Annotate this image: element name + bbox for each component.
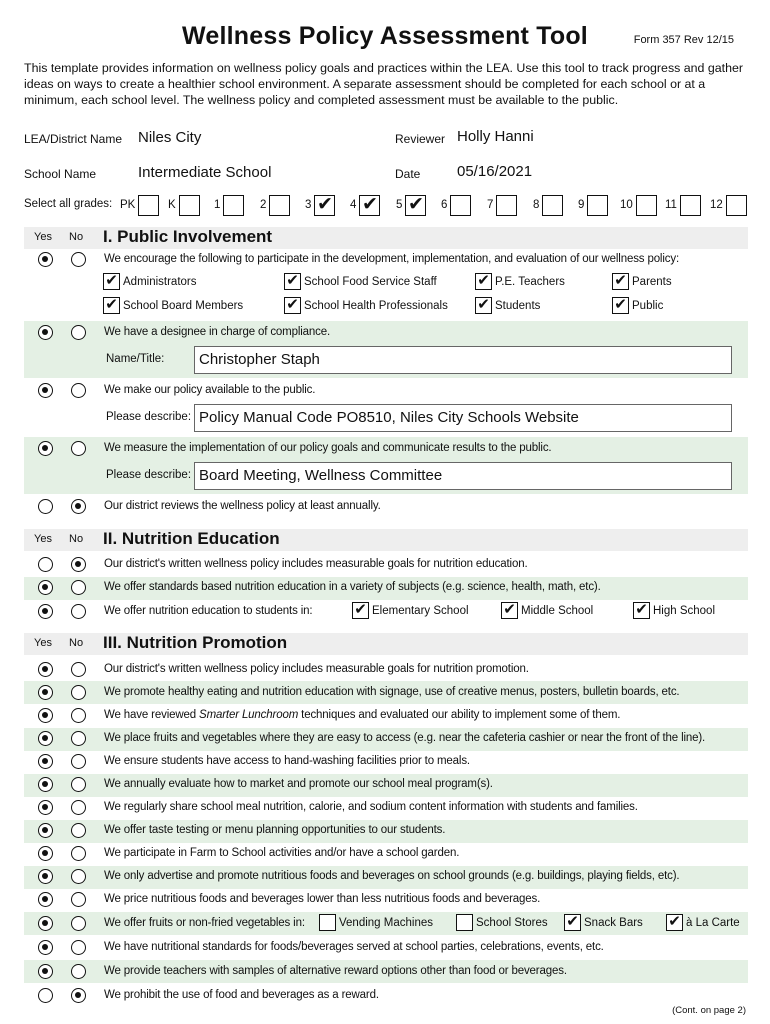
question-row bbox=[24, 985, 748, 1007]
grade-checkbox[interactable] bbox=[405, 192, 426, 216]
option-label: School Food Service Staff bbox=[304, 275, 437, 288]
date-field[interactable]: 05/16/2021 bbox=[457, 163, 533, 180]
no-radio[interactable] bbox=[71, 846, 86, 861]
option-label: Middle School bbox=[521, 604, 594, 617]
venue-a-la-carte[interactable] bbox=[666, 914, 740, 931]
grade-checkbox[interactable] bbox=[179, 195, 200, 216]
availability-description-field[interactable]: Policy Manual Code PO8510, Niles City Schools Website bbox=[194, 404, 732, 432]
venue-vending-machines[interactable] bbox=[319, 914, 433, 931]
section-header-nutrition-promotion bbox=[24, 633, 748, 655]
checkbox[interactable] bbox=[103, 273, 120, 290]
form-number: Form 357 Rev 12/15 bbox=[633, 34, 734, 46]
radio-selected-dot bbox=[42, 781, 48, 787]
question-row bbox=[24, 577, 748, 599]
grade-checkbox[interactable] bbox=[587, 195, 608, 216]
grade-label: 4 bbox=[350, 199, 357, 211]
question-text bbox=[104, 709, 620, 721]
name-title-label: Name/Title: bbox=[106, 353, 165, 365]
no-radio[interactable] bbox=[71, 441, 86, 456]
no-radio[interactable] bbox=[71, 754, 86, 769]
radio-selected-dot bbox=[42, 804, 48, 810]
yes-radio[interactable] bbox=[38, 916, 53, 931]
program-name: Smarter Lunchroom bbox=[199, 709, 299, 721]
grade-label: 11 bbox=[665, 199, 677, 211]
grade-label: 3 bbox=[305, 199, 312, 211]
grade-10[interactable] bbox=[620, 192, 657, 218]
no-radio[interactable] bbox=[71, 604, 86, 619]
checkbox[interactable] bbox=[612, 297, 629, 314]
yes-radio[interactable] bbox=[38, 708, 53, 723]
yes-radio[interactable] bbox=[38, 325, 53, 340]
question-text: We participate in Farm to School activities and/or have a school garden. bbox=[104, 847, 460, 859]
no-radio[interactable] bbox=[71, 662, 86, 677]
checkbox[interactable] bbox=[284, 297, 301, 314]
checkbox[interactable] bbox=[666, 914, 683, 931]
grade-checkbox[interactable] bbox=[359, 192, 380, 216]
radio-selected-dot bbox=[42, 873, 48, 879]
question-row bbox=[24, 937, 748, 959]
grade-checkbox[interactable] bbox=[496, 195, 517, 216]
yes-radio[interactable] bbox=[38, 777, 53, 792]
question-row bbox=[24, 496, 748, 518]
no-radio[interactable] bbox=[71, 940, 86, 955]
no-radio[interactable] bbox=[71, 731, 86, 746]
grade-label: 12 bbox=[710, 199, 723, 211]
participant-parents[interactable] bbox=[612, 273, 672, 290]
grade-label: PK bbox=[120, 199, 136, 211]
grade-checkbox[interactable] bbox=[726, 195, 747, 216]
question-text: We make our policy available to the public. bbox=[104, 384, 316, 396]
venue-school-stores[interactable] bbox=[456, 914, 548, 931]
no-radio[interactable] bbox=[71, 964, 86, 979]
intro-text: This template provides information on wellness policy goals and practices within the LEA. Use this tool to track progress and gather ideas on ways to create a healthier school environment. A separate assessment should be completed for each school or at a minimum, each school level. The wellness policy and completed assessment must be available to the public. bbox=[24, 61, 744, 107]
grade-label: 5 bbox=[396, 199, 403, 211]
grade-9[interactable] bbox=[578, 192, 608, 218]
grade-label: 2 bbox=[260, 199, 267, 211]
radio-selected-dot bbox=[42, 758, 48, 764]
yes-radio[interactable] bbox=[38, 499, 53, 514]
text-part: We have reviewed bbox=[104, 709, 200, 721]
check-mark-icon: ✔ bbox=[105, 271, 118, 289]
question-row bbox=[24, 249, 748, 271]
no-radio[interactable] bbox=[71, 777, 86, 792]
describe-label: Please describe: bbox=[106, 411, 192, 423]
grades-label: Select all grades: bbox=[24, 198, 113, 210]
question-text: We promote healthy eating and nutrition education with signage, use of creative menus, posters, bulletin boards, etc. bbox=[104, 686, 680, 698]
grade-label: 7 bbox=[487, 199, 494, 211]
section-title: II. Nutrition Education bbox=[103, 529, 280, 548]
option-label: Parents bbox=[632, 275, 672, 288]
checkbox[interactable] bbox=[501, 602, 518, 619]
option-label: High School bbox=[653, 604, 716, 617]
check-mark-icon: ✔ bbox=[286, 271, 299, 289]
section-title: III. Nutrition Promotion bbox=[103, 633, 288, 652]
radio-selected-dot bbox=[42, 329, 48, 335]
checkbox[interactable] bbox=[103, 297, 120, 314]
question-row bbox=[24, 889, 748, 911]
yes-radio[interactable] bbox=[38, 557, 53, 572]
continued-note: (Cont. on page 2) bbox=[672, 1005, 746, 1016]
yes-radio[interactable] bbox=[38, 685, 53, 700]
name-title-field[interactable]: Christopher Staph bbox=[194, 346, 732, 374]
participant-food-service-staff[interactable] bbox=[284, 273, 437, 290]
radio-selected-dot bbox=[42, 944, 48, 950]
no-radio[interactable] bbox=[71, 892, 86, 907]
option-label: School Board Members bbox=[123, 299, 244, 312]
yes-column-label: Yes bbox=[34, 231, 52, 243]
grade-label: 9 bbox=[578, 199, 585, 211]
question-row bbox=[24, 728, 748, 750]
grade-checkbox[interactable] bbox=[680, 195, 701, 216]
grade-checkbox[interactable] bbox=[542, 195, 563, 216]
yes-radio[interactable] bbox=[38, 731, 53, 746]
option-label: à La Carte bbox=[686, 916, 740, 929]
measurement-description-field[interactable]: Board Meeting, Wellness Committee bbox=[194, 462, 732, 490]
no-radio[interactable] bbox=[71, 580, 86, 595]
no-radio[interactable] bbox=[71, 916, 86, 931]
option-label: Snack Bars bbox=[584, 916, 643, 929]
radio-selected-dot bbox=[42, 689, 48, 695]
question-text: We annually evaluate how to market and promote our school meal program(s). bbox=[104, 778, 493, 790]
yes-radio[interactable] bbox=[38, 892, 53, 907]
check-mark-icon: ✔ bbox=[361, 192, 378, 215]
option-label: Public bbox=[632, 299, 664, 312]
yes-radio[interactable] bbox=[38, 252, 53, 267]
participant-health-professionals[interactable] bbox=[284, 297, 448, 314]
no-radio[interactable] bbox=[71, 499, 86, 514]
grade-12[interactable] bbox=[710, 192, 747, 218]
check-mark-icon: ✔ bbox=[614, 271, 627, 289]
radio-selected-dot bbox=[42, 712, 48, 718]
question-row bbox=[24, 438, 748, 460]
check-mark-icon: ✔ bbox=[477, 295, 490, 313]
grade-2[interactable] bbox=[260, 192, 290, 218]
form-title: Wellness Policy Assessment Tool bbox=[182, 22, 588, 50]
question-text: We offer taste testing or menu planning opportunities to our students. bbox=[104, 824, 446, 836]
question-row bbox=[24, 705, 748, 727]
yes-column-label: Yes bbox=[34, 533, 52, 545]
grade-4[interactable] bbox=[350, 192, 380, 218]
lea-label: LEA/District Name bbox=[24, 132, 123, 146]
no-radio[interactable] bbox=[71, 988, 86, 1003]
yes-radio[interactable] bbox=[38, 604, 53, 619]
school-field[interactable]: Intermediate School bbox=[138, 164, 272, 181]
check-mark-icon: ✔ bbox=[354, 600, 367, 618]
option-label: School Health Professionals bbox=[304, 299, 448, 312]
yes-radio[interactable] bbox=[38, 988, 53, 1003]
section-title: I. Public Involvement bbox=[103, 227, 273, 246]
level-high[interactable] bbox=[633, 602, 715, 619]
grade-8[interactable] bbox=[533, 192, 563, 218]
question-text: We prohibit the use of food and beverages as a reward. bbox=[104, 989, 379, 1001]
lea-field[interactable]: Niles City bbox=[138, 129, 202, 146]
option-label: Administrators bbox=[123, 275, 197, 288]
question-text: Our district's written wellness policy includes measurable goals for nutrition promotion. bbox=[104, 663, 529, 675]
question-text: We price nutritious foods and beverages lower than less nutritious foods and beverages. bbox=[104, 893, 541, 905]
participant-pe-teachers[interactable] bbox=[475, 273, 565, 290]
option-label: Students bbox=[495, 299, 541, 312]
checkbox[interactable] bbox=[352, 602, 369, 619]
radio-selected-dot bbox=[42, 584, 48, 590]
grade-checkbox[interactable] bbox=[636, 195, 657, 216]
grade-label: 6 bbox=[441, 199, 448, 211]
question-row bbox=[24, 659, 748, 681]
check-mark-icon: ✔ bbox=[503, 600, 516, 618]
option-label: Vending Machines bbox=[339, 916, 433, 929]
date-label: Date bbox=[395, 167, 421, 181]
question-text: We place fruits and vegetables where they are easy to access (e.g. near the cafeteria cashier or near the front of the line). bbox=[104, 732, 706, 744]
yes-column-label: Yes bbox=[34, 637, 52, 649]
no-radio[interactable] bbox=[71, 557, 86, 572]
grade-3[interactable] bbox=[305, 192, 335, 218]
check-mark-icon: ✔ bbox=[614, 295, 627, 313]
check-mark-icon: ✔ bbox=[105, 295, 118, 313]
grade-pk[interactable] bbox=[120, 192, 159, 218]
radio-selected-dot bbox=[42, 666, 48, 672]
checkbox[interactable] bbox=[564, 914, 581, 931]
reviewer-field[interactable]: Holly Hanni bbox=[457, 128, 534, 145]
radio-selected-dot bbox=[75, 503, 81, 509]
question-text: We have nutritional standards for foods/beverages served at school parties, celebrations, events, etc. bbox=[104, 941, 604, 953]
question-text: Our district's written wellness policy includes measurable goals for nutrition education. bbox=[104, 558, 528, 570]
check-mark-icon: ✔ bbox=[566, 912, 579, 930]
level-middle[interactable] bbox=[501, 602, 593, 619]
grade-label: K bbox=[168, 199, 176, 211]
checkbox[interactable] bbox=[284, 273, 301, 290]
radio-selected-dot bbox=[42, 896, 48, 902]
question-row bbox=[24, 820, 748, 842]
question-text: We offer fruits or non-fried vegetables in: bbox=[104, 917, 305, 929]
no-radio[interactable] bbox=[71, 823, 86, 838]
radio-selected-dot bbox=[42, 968, 48, 974]
grade-6[interactable] bbox=[441, 192, 471, 218]
question-text: We offer standards based nutrition education in a variety of subjects (e.g. science, health, math, etc). bbox=[104, 581, 601, 593]
question-row bbox=[24, 843, 748, 865]
grade-7[interactable] bbox=[487, 192, 517, 218]
question-row bbox=[24, 774, 748, 796]
text-part: techniques and evaluated our ability to implement some of them. bbox=[298, 709, 621, 721]
question-row bbox=[24, 797, 748, 819]
option-label: Elementary School bbox=[372, 604, 469, 617]
no-radio[interactable] bbox=[71, 325, 86, 340]
question-row bbox=[24, 682, 748, 704]
no-radio[interactable] bbox=[71, 800, 86, 815]
participant-administrators[interactable] bbox=[103, 273, 197, 290]
section-header-public-involvement bbox=[24, 227, 748, 249]
check-mark-icon: ✔ bbox=[477, 271, 490, 289]
checkbox[interactable] bbox=[475, 297, 492, 314]
checkbox[interactable] bbox=[475, 273, 492, 290]
question-text: We provide teachers with samples of alternative reward options other than food or beverages. bbox=[104, 965, 567, 977]
grade-label: 8 bbox=[533, 199, 540, 211]
question-text: We have a designee in charge of compliance. bbox=[104, 326, 331, 338]
option-label: School Stores bbox=[476, 916, 548, 929]
question-row bbox=[24, 961, 748, 983]
radio-selected-dot bbox=[42, 445, 48, 451]
checkbox[interactable] bbox=[633, 602, 650, 619]
question-text: We measure the implementation of our policy goals and communicate results to the public. bbox=[104, 442, 552, 454]
no-radio[interactable] bbox=[71, 383, 86, 398]
question-text: We regularly share school meal nutrition, calorie, and sodium content information with students and families. bbox=[104, 801, 638, 813]
participant-school-board[interactable] bbox=[103, 297, 243, 314]
no-column-label: No bbox=[69, 231, 84, 243]
question-text: Our district reviews the wellness policy at least annually. bbox=[104, 500, 381, 512]
grade-k[interactable] bbox=[168, 192, 200, 218]
level-elementary[interactable] bbox=[352, 602, 469, 619]
reviewer-label: Reviewer bbox=[395, 132, 446, 146]
question-row bbox=[24, 380, 748, 402]
yes-radio[interactable] bbox=[38, 869, 53, 884]
question-text: We offer nutrition education to students in: bbox=[104, 605, 313, 617]
yes-radio[interactable] bbox=[38, 441, 53, 456]
section-header-nutrition-education bbox=[24, 529, 748, 551]
no-radio[interactable] bbox=[71, 252, 86, 267]
radio-selected-dot bbox=[42, 608, 48, 614]
yes-radio[interactable] bbox=[38, 823, 53, 838]
question-row bbox=[24, 866, 748, 888]
check-mark-icon: ✔ bbox=[407, 192, 424, 215]
yes-radio[interactable] bbox=[38, 940, 53, 955]
grade-checkbox[interactable] bbox=[269, 195, 290, 216]
checkbox[interactable] bbox=[319, 914, 336, 931]
checkbox[interactable] bbox=[612, 273, 629, 290]
option-label: P.E. Teachers bbox=[495, 275, 565, 288]
question-row bbox=[24, 322, 748, 344]
yes-radio[interactable] bbox=[38, 800, 53, 815]
grade-5[interactable] bbox=[396, 192, 426, 218]
venue-snack-bars[interactable] bbox=[564, 914, 643, 931]
yes-radio[interactable] bbox=[38, 964, 53, 979]
radio-selected-dot bbox=[75, 561, 81, 567]
question-text: We only advertise and promote nutritious foods and beverages on school grounds (e.g. buildings, playing fields, etc). bbox=[104, 870, 680, 882]
question-text: We ensure students have access to hand-washing facilities prior to meals. bbox=[104, 755, 470, 767]
radio-selected-dot bbox=[42, 735, 48, 741]
check-mark-icon: ✔ bbox=[668, 912, 681, 930]
yes-radio[interactable] bbox=[38, 846, 53, 861]
radio-selected-dot bbox=[42, 827, 48, 833]
no-radio[interactable] bbox=[71, 708, 86, 723]
grade-1[interactable] bbox=[214, 192, 244, 218]
question-row bbox=[24, 751, 748, 773]
participant-public[interactable] bbox=[612, 297, 663, 314]
checkbox[interactable] bbox=[456, 914, 473, 931]
participant-students[interactable] bbox=[475, 297, 540, 314]
question-row bbox=[24, 554, 748, 576]
radio-selected-dot bbox=[42, 256, 48, 262]
yes-radio[interactable] bbox=[38, 383, 53, 398]
radio-selected-dot bbox=[75, 992, 81, 998]
grade-checkbox[interactable] bbox=[314, 192, 335, 216]
school-label: School Name bbox=[24, 167, 97, 181]
grade-checkbox[interactable] bbox=[138, 195, 159, 216]
radio-selected-dot bbox=[42, 387, 48, 393]
check-mark-icon: ✔ bbox=[316, 192, 333, 215]
grade-label: 10 bbox=[620, 199, 633, 211]
no-column-label: No bbox=[69, 637, 84, 649]
grade-checkbox[interactable] bbox=[450, 195, 471, 216]
check-mark-icon: ✔ bbox=[635, 600, 648, 618]
describe-label: Please describe: bbox=[106, 469, 192, 481]
check-mark-icon: ✔ bbox=[286, 295, 299, 313]
radio-selected-dot bbox=[42, 920, 48, 926]
no-radio[interactable] bbox=[71, 869, 86, 884]
grade-label: 1 bbox=[214, 199, 221, 211]
radio-selected-dot bbox=[42, 850, 48, 856]
yes-radio[interactable] bbox=[38, 662, 53, 677]
yes-radio[interactable] bbox=[38, 754, 53, 769]
question-text: We encourage the following to participate in the development, implementation, and evaluation of our wellness policy: bbox=[104, 253, 679, 265]
grade-checkbox[interactable] bbox=[223, 195, 244, 216]
yes-radio[interactable] bbox=[38, 580, 53, 595]
grade-selector bbox=[24, 192, 754, 218]
no-radio[interactable] bbox=[71, 685, 86, 700]
grade-11[interactable] bbox=[665, 192, 701, 218]
no-column-label: No bbox=[69, 533, 84, 545]
